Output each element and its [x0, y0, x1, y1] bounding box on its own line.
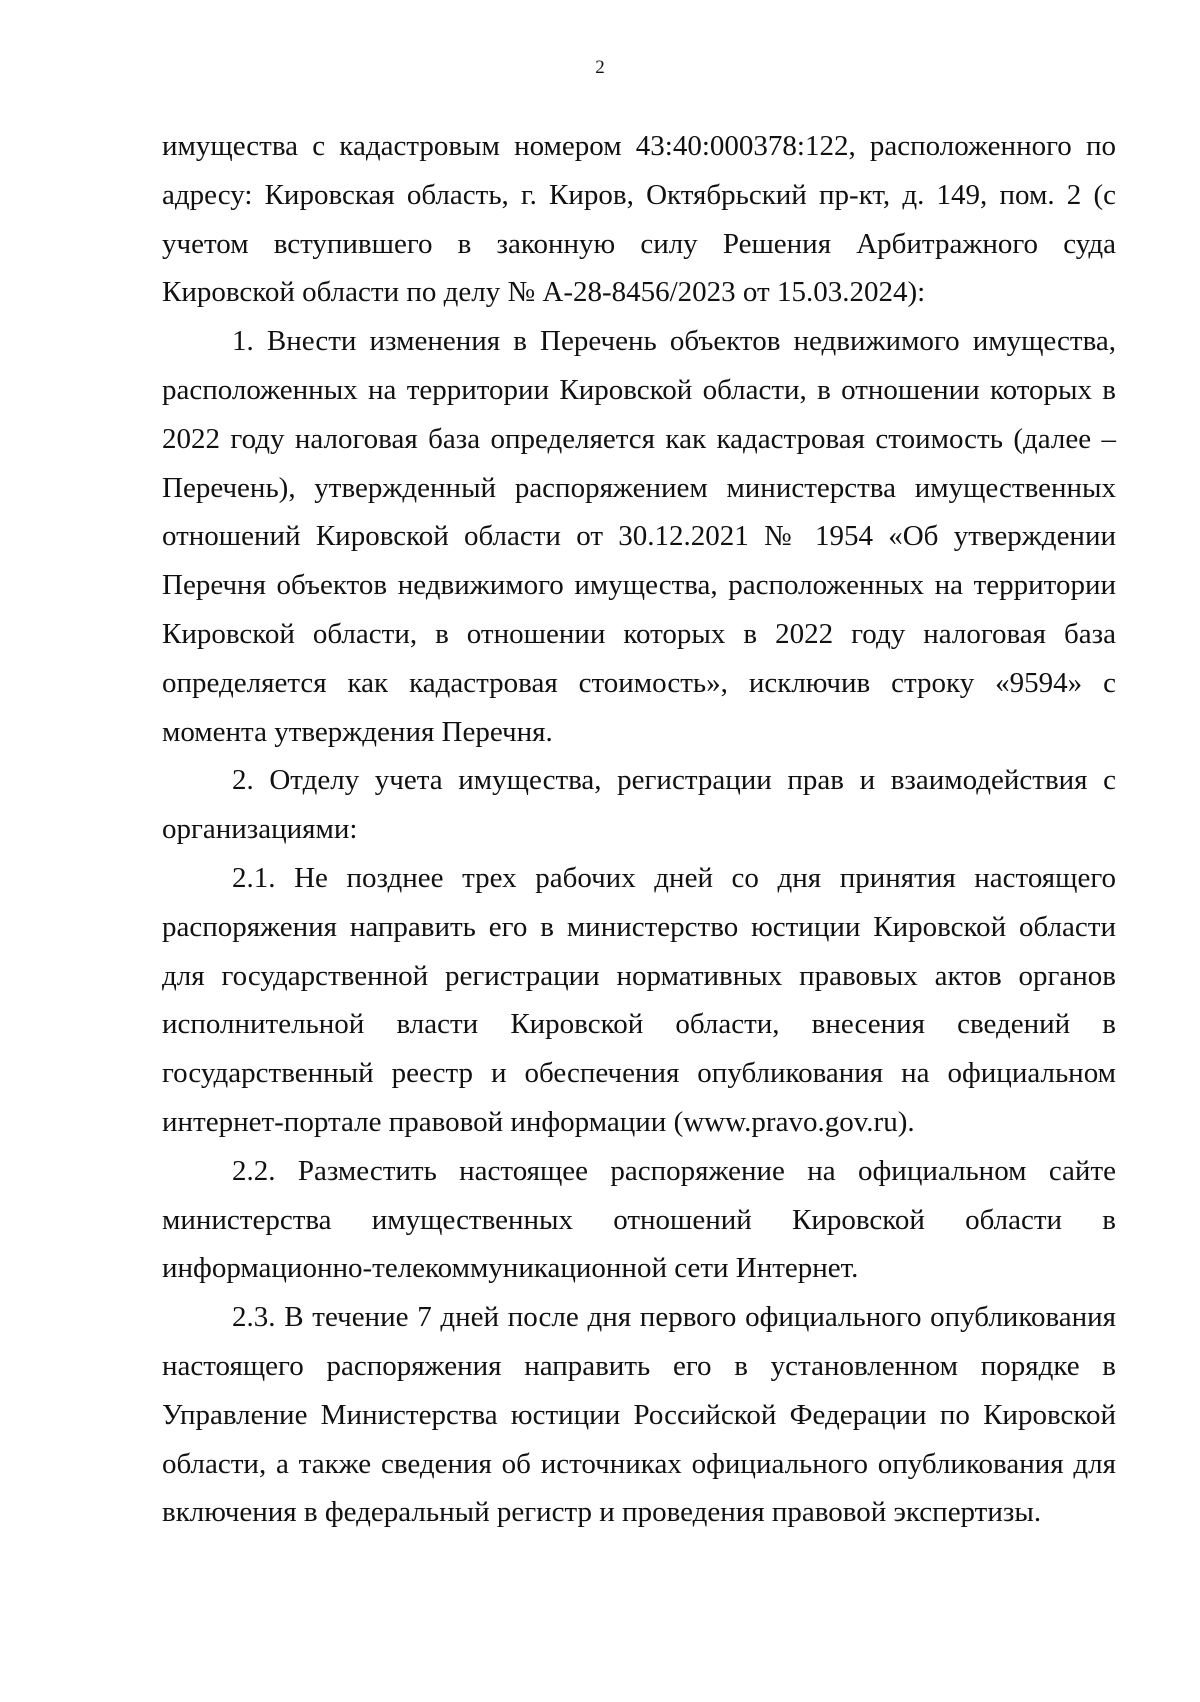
paragraph-item-2: 2. Отделу учета имущества, регистрации прав и взаимодействия с организациями:: [162, 764, 1116, 846]
document-body: [162, 122, 1116, 1537]
paragraph-continuation: имущества с кадастровым номером 43:40:000378:122, расположенного по адресу: Кировская область, г. Киров, Октябрьский пр-кт, д. 149, пом. 2 (с учетом вступившего в законную силу Решения Арбитражного суда Кировской области по делу № А-28-8456/2023 от 15.03.2024):: [162, 130, 1116, 309]
paragraph-item-1: 1. Внести изменения в Перечень объектов недвижимого имущества, расположенных на территории Кировской области, в отношении которых в 2022 году налоговая база определяется как кадастровая стоимость (далее – Перечень), утвержденный распоряжением министерства имущественных отношений Кировской области от 30.12.2021 № 1954 «Об утверждении Перечня объектов недвижимого имущества, расположенных на территории Кировской области, в отношении которых в 2022 году налоговая база определяется как кадастровая стоимость», исключив строку «9594» с момента утверждения Перечня.: [162, 325, 1116, 748]
page-number: 2: [595, 57, 605, 78]
paragraph-item-2-2: 2.2. Разместить настоящее распоряжение на официальном сайте министерства имущественных отношений Кировской области в информационно-телекоммуникационной сети Интернет.: [162, 1154, 1116, 1285]
paragraph-item-2-3: 2.3. В течение 7 дней после дня первого официального опубликования настоящего распоряжения направить его в установленном порядке в Управление Министерства юстиции Российской Федерации по Кировской области, а также сведения об источниках официального опубликования для включения в федеральный регистр и проведения правовой экспертизы.: [162, 1301, 1116, 1529]
paragraph-item-2-1: 2.1. Не позднее трех рабочих дней со дня принятия настоящего распоряжения направить его в министерство юстиции Кировской области для государственной регистрации нормативных правовых актов органов исполнительной власти Кировской области, внесения сведений в государственный реестр и обеспечения опубликования на официальном интернет-портале правовой информации (www.pravo.gov.ru).: [162, 861, 1116, 1138]
